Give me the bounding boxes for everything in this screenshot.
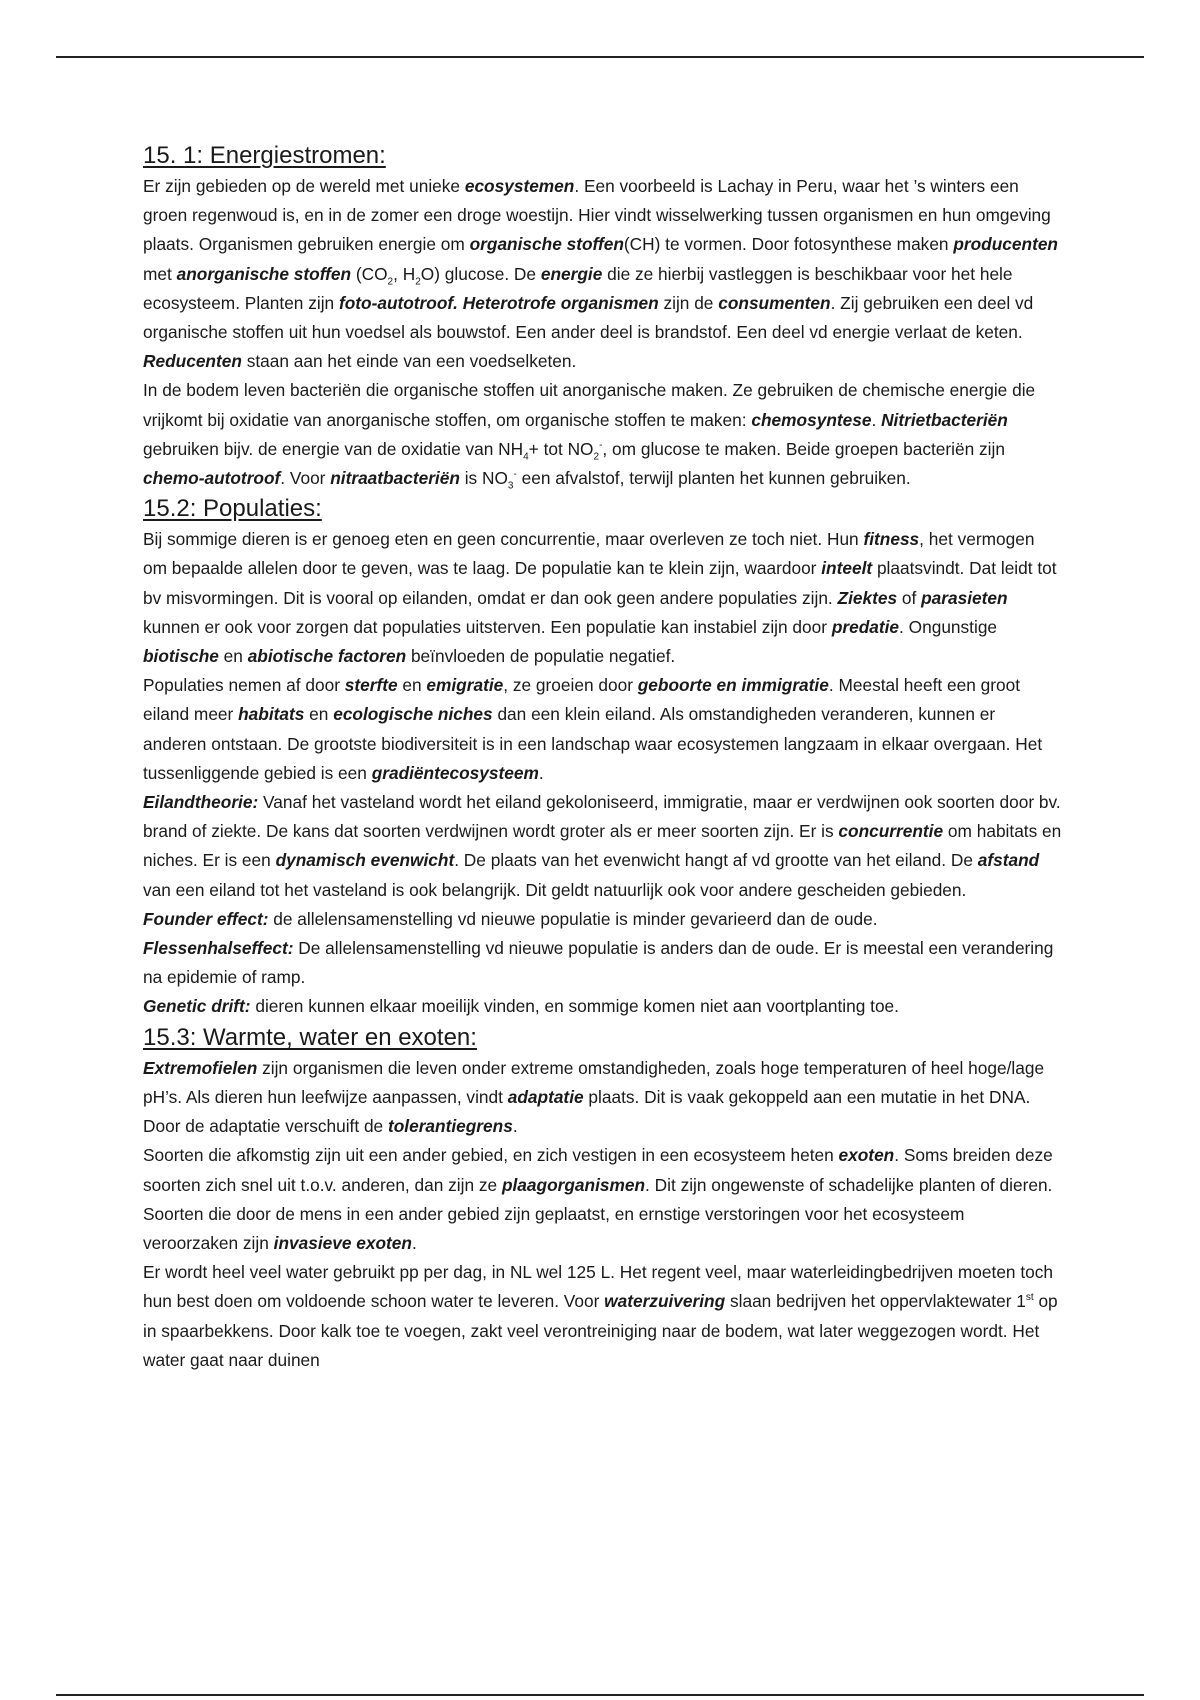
subscript: 4 — [523, 451, 529, 463]
key-term: adaptatie — [507, 1086, 584, 1107]
text-run: In de bodem leven bacteriën die organische stoffen uit anorganische maken. Ze gebruiken de chemische energie die vrijkomt bij oxidatie van anorganische stoffen, om organische stoffen te maken: — [143, 380, 1036, 430]
text-run: . Soms breiden deze soorten zich snel uit t.o.v. anderen, dan zijn ze — [143, 1145, 1053, 1195]
text-run: een afvalstof, terwijl planten het kunnen gebruiken. — [516, 468, 911, 489]
text-run: Bij sommige dieren is er genoeg eten en geen concurrentie, maar overleven ze toch niet. Hun — [143, 529, 864, 550]
text-run: is NO — [459, 468, 508, 489]
key-term: Nitrietbacteriën — [881, 409, 1008, 430]
text-run: om habitats en niches. Er is een — [143, 821, 1062, 871]
text-run: beïnvloeden de populatie negatief. — [406, 646, 676, 667]
key-term: plaagorganismen — [501, 1174, 646, 1195]
key-term: ecologische niches — [333, 704, 493, 725]
text-run: De allelensamenstelling vd nieuwe populatie is anders dan de oude. Er is meestal een verandering na epidemie of ramp. — [143, 938, 1054, 988]
text-run: Er wordt heel veel water gebruikt pp per dag, in NL wel 125 L. Het regent veel, maar waterleidingbedrijven moeten toch hun best doen om voldoende schoon water te leveren. Voor — [143, 1262, 1054, 1312]
subscript: 2 — [387, 276, 394, 288]
key-term: chemosyntese — [751, 409, 872, 430]
text-run: . Meestal heeft een groot eiland meer — [143, 675, 1021, 725]
paragraph — [143, 525, 1063, 671]
text-run: Er zijn gebieden op de wereld met unieke — [143, 176, 465, 196]
paragraph — [143, 934, 1063, 992]
key-term: parasieten — [921, 587, 1008, 608]
text-run: Soorten die afkomstig zijn uit een ander gebied, en zich vestigen in een ecosysteem heten — [143, 1145, 839, 1166]
key-term: chemo-autotroof — [143, 468, 281, 489]
text-run: staan aan het einde van een voedselketen. — [241, 351, 577, 372]
text-run: met — [143, 263, 177, 284]
paragraph — [143, 376, 1063, 493]
key-term: ecosystemen — [464, 176, 575, 196]
key-term: abiotische factoren — [247, 646, 407, 667]
key-term: gradiëntecosysteem — [371, 762, 539, 783]
text-run: O) glucose. De — [420, 263, 541, 284]
key-term: fitness — [863, 529, 920, 550]
key-term: sterfte — [344, 675, 398, 696]
key-term: waterzuivering — [604, 1291, 726, 1312]
paragraph — [143, 992, 1063, 1021]
key-term: anorganische stoffen — [176, 263, 352, 284]
section-heading: 15.3: Warmte, water en exoten: — [143, 1023, 477, 1051]
text-run: en — [304, 704, 334, 725]
key-term: organische stoffen — [469, 234, 624, 255]
text-run: . De plaats van het evenwicht hangt af vd grootte van het eiland. De — [454, 850, 978, 871]
text-run: en — [218, 646, 248, 667]
text-run: . — [538, 762, 544, 783]
text-run: . Ongunstige — [899, 616, 998, 637]
text-run: . Zij gebruiken een deel vd organische stoffen uit hun voedsel als bouwstof. Een ander deel is brandstof. Een deel vd energie verlaat de keten. — [143, 292, 1034, 343]
paragraph — [143, 1258, 1063, 1375]
superscript: - — [599, 440, 603, 452]
text-run: zijn de — [658, 292, 719, 313]
paragraph — [143, 671, 1063, 788]
key-term: Eilandtheorie: — [143, 792, 259, 813]
text-run: , ze groeien door — [503, 675, 638, 696]
key-term: tolerantiegrens — [387, 1116, 513, 1137]
text-run: plaats. Dit is vaak gekoppeld aan een mutatie in het DNA. Door de adaptatie verschuift de — [143, 1086, 1031, 1137]
text-run: die ze hierbij vastleggen is beschikbaar voor het hele ecosysteem. Planten zijn — [143, 263, 1013, 313]
key-term: concurrentie — [838, 821, 944, 842]
section-heading: 15. 1: Energiestromen: — [143, 142, 386, 169]
key-term: emigratie — [426, 675, 504, 696]
document-body — [143, 140, 1063, 1375]
text-run: gebruiken bijv. de energie van de oxidatie van NH — [143, 438, 524, 459]
subscript: 3 — [507, 480, 514, 492]
text-run: Vanaf het vasteland wordt het eiland gekoloniseerd, immigratie, maar er verdwijnen ook soorten door bv. brand of ziekte. De kans dat soorten verdwijnen wordt groter als er meer soorten zijn. Er is — [143, 792, 1061, 842]
section-heading: 15.2: Populaties: — [143, 495, 322, 523]
key-term: Ziektes — [837, 587, 898, 608]
text-run: de allelensamenstelling vd nieuwe populatie is minder gevarieerd dan de oude. — [268, 908, 878, 929]
text-run: (CO — [351, 263, 388, 284]
text-run: kunnen er ook voor zorgen dat populaties uitsterven. Een populatie kan instabiel zijn door — [143, 616, 832, 637]
text-run: , H — [393, 263, 416, 284]
paragraph — [143, 1141, 1063, 1258]
key-term: Genetic drift: — [143, 996, 251, 1017]
key-term: invasieve exoten — [273, 1232, 412, 1253]
key-term: energie — [540, 263, 603, 284]
key-term: geboorte en immigratie — [637, 675, 829, 696]
text-run: slaan bedrijven het oppervlaktewater 1 — [725, 1291, 1026, 1312]
text-run: dieren kunnen elkaar moeilijk vinden, en sommige komen niet aan voortplanting toe. — [250, 996, 899, 1017]
text-run: en — [397, 675, 427, 696]
key-term: nitraatbacteriën — [330, 468, 460, 489]
subscript: 2 — [415, 276, 421, 288]
key-term: predatie — [831, 616, 900, 637]
text-run: Populaties nemen af door — [143, 675, 345, 696]
text-run: (CH) te vormen. Door fotosynthese maken — [623, 234, 954, 255]
subscript: 2 — [593, 451, 600, 463]
paragraph — [143, 788, 1063, 905]
superscript: - — [513, 469, 517, 481]
paragraph — [143, 1054, 1063, 1142]
text-run: , om glucose te maken. Beide groepen bacteriën zijn — [602, 438, 1005, 459]
key-term: Reducenten — [143, 351, 242, 372]
key-term: habitats — [238, 704, 305, 725]
superscript: st — [1025, 1292, 1034, 1304]
text-run: , het vermogen om bepaalde allelen door te geven, was te laag. De populatie kan te klein zijn, waardoor — [143, 529, 1035, 579]
key-term: Flessenhalseffect: — [143, 938, 294, 959]
text-run: . — [512, 1116, 518, 1137]
text-run: dan een klein eiland. Als omstandigheden veranderen, kunnen er anderen ontstaan. De grootste biodiversiteit is in een landschap waar ecosystemen langzaam in elkaar overgaan. Het tussenliggende gebied is een — [143, 704, 1043, 783]
key-term: biotische — [143, 646, 219, 667]
key-term: consumenten — [718, 292, 831, 313]
key-term: afstand — [977, 850, 1040, 871]
key-term: Extremofielen — [143, 1057, 258, 1078]
key-term: producenten — [953, 234, 1058, 255]
key-term: exoten — [838, 1145, 895, 1166]
text-run: . — [411, 1232, 417, 1253]
text-run: . Voor — [280, 468, 331, 489]
footer-rule — [56, 1694, 1144, 1696]
paragraph — [143, 905, 1063, 934]
text-run: . — [871, 409, 882, 430]
key-term: foto-autotroof. Heterotrofe organismen — [338, 292, 659, 313]
text-run: van een eiland tot het vasteland is ook belangrijk. Dit geldt natuurlijk ook voor andere gescheiden gebieden. — [143, 879, 967, 900]
text-run: . Dit zijn ongewenste of schadelijke planten of dieren. Soorten die door de mens in een ander gebied zijn geplaatst, en ernstige verstoringen voor het ecosysteem veroorzaken zijn — [143, 1174, 1053, 1253]
key-term: Founder effect: — [143, 908, 269, 929]
key-term: dynamisch evenwicht — [275, 850, 455, 871]
paragraph — [143, 172, 1063, 376]
text-run: op in spaarbekkens. Door kalk toe te voegen, zakt veel verontreiniging naar de bodem, wat later weggezogen wordt. Het water gaat naar duinen — [143, 1291, 1058, 1370]
text-run: + tot NO — [528, 438, 594, 459]
text-run: plaatsvindt. Dat leidt tot bv misvormingen. Dit is vooral op eilanden, omdat er dan ook geen andere populaties zijn. — [143, 558, 1057, 608]
header-rule — [56, 56, 1144, 58]
key-term: inteelt — [821, 558, 873, 579]
text-run: zijn organismen die leven onder extreme omstandigheden, zoals hoge temperaturen of heel hoge/lage pH’s. Als dieren hun leefwijze aanpassen, vindt — [143, 1057, 1045, 1107]
text-run: of — [897, 587, 922, 608]
text-run: . Een voorbeeld is Lachay in Peru, waar het ’s winters een groen regenwoud is, en in de zomer een droge woestijn. Hier vindt wisselwerking tussen organismen en hun omgeving plaats. Organismen gebruiken energie om — [143, 176, 1051, 255]
